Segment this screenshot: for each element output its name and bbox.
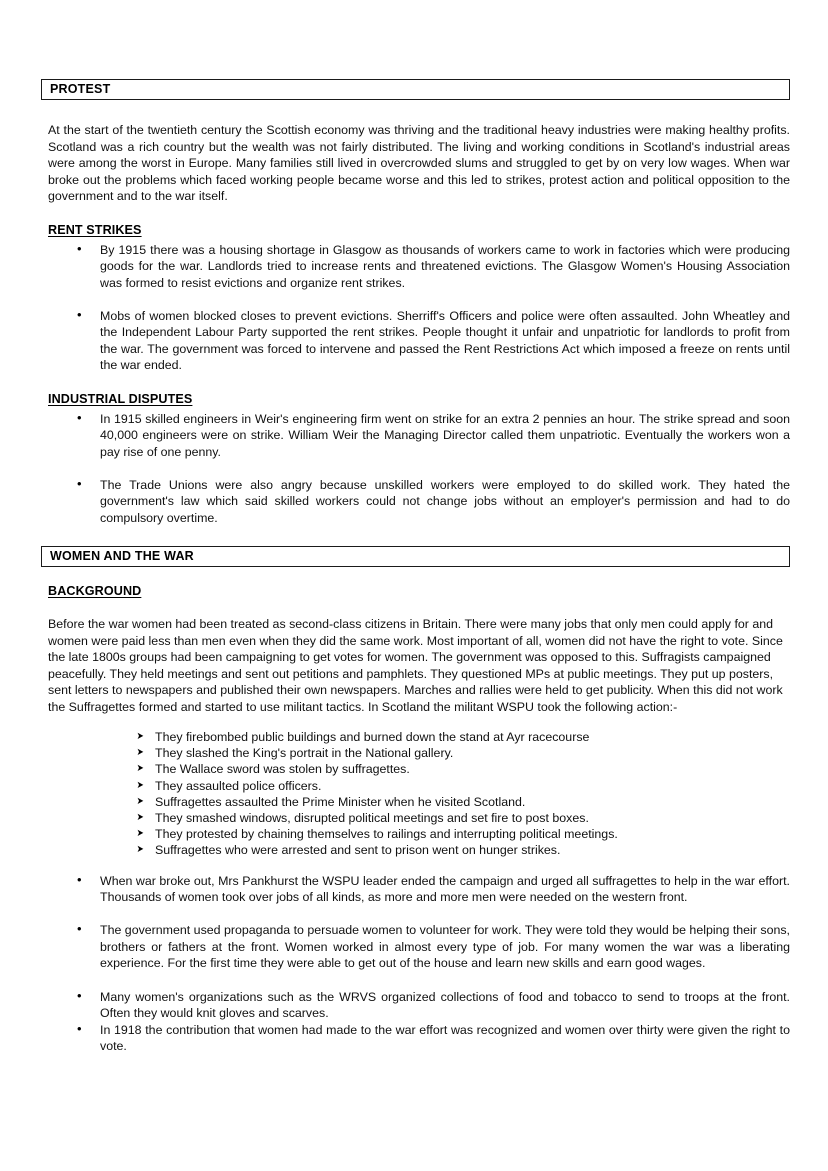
- list-item: • The government used propaganda to persuade women to volunteer for work. They were told they would be helping their sons, brothers or fathers at the front. Women worked in almost every type of job. For many women the war was a liberating experience. For the first time they were able to get out of the house and learn new skills and earn good wages.: [41, 922, 790, 972]
- industrial-disputes-bullet-list: [41, 411, 790, 527]
- wspu-actions-arrow-list: [41, 729, 790, 859]
- list-item: • Mobs of women blocked closes to prevent evictions. Sherriff's Officers and police were often assaulted. John Wheatley and the Independent Labour Party supported the rent strikes. People thought it unfair and unpatriotic for landlords to profit from the war. The government was forced to intervene and passed the Rent Restrictions Act which imposed a freeze on rents until the war ended.: [41, 308, 790, 374]
- list-item: • By 1915 there was a housing shortage in Glasgow as thousands of workers came to work in factories which were producing goods for the war. Landlords tried to increase rents and threatened evictions. The Glasgow Women's Housing Association was formed to resist evictions and organize rent strikes.: [41, 242, 790, 292]
- spacer: [41, 100, 790, 122]
- spacer: [41, 567, 790, 583]
- list-item: • When war broke out, Mrs Pankhurst the WSPU leader ended the campaign and urged all suffragettes to help in the war effort. Thousands of women took over jobs of all kinds, as more and more men were needed on the western front.: [41, 873, 790, 906]
- rent-strikes-bullet-list: [41, 242, 790, 374]
- protest-intro-paragraph: At the start of the twentieth century the Scottish economy was thriving and the traditional heavy industries were making healthy profits. Scotland was a rich country but the wealth was not fairly distributed. The living and working conditions in Scotland's industrial areas were among the worst in Europe. Many families still lived in overcrowded slums and struggled to get by on very low wages. When war broke out the problems which faced working people became worse and this led to strikes, protest action and political opposition to the government and to the war itself.: [48, 123, 790, 203]
- spacer: [41, 972, 790, 989]
- section-banner-protest: PROTEST: [41, 79, 790, 100]
- list-item: • The Trade Unions were also angry because unskilled workers were employed to do skilled work. They hated the government's law which said skilled workers could not change jobs without an employer's permission and had to do compulsory overtime.: [41, 477, 790, 527]
- list-item: ➤ Suffragettes who were arrested and sent to prison went on hunger strikes.: [41, 842, 790, 858]
- subheading-background: BACKGROUND: [48, 584, 142, 598]
- spacer: [41, 205, 790, 222]
- list-item: ➤ Suffragettes assaulted the Prime Minister when he visited Scotland.: [41, 794, 790, 810]
- subheading-rent-strikes: RENT STRIKES: [48, 222, 142, 237]
- women-war-bullet-list: [41, 873, 790, 972]
- list-item: ➤ The Wallace sword was stolen by suffragettes.: [41, 761, 790, 777]
- list-item: ➤ They assaulted police officers.: [41, 778, 790, 794]
- section-banner-women-and-the-war: WOMEN AND THE WAR: [41, 546, 790, 567]
- spacer: [41, 715, 790, 729]
- subheading-industrial-disputes: INDUSTRIAL DISPUTES: [48, 391, 193, 406]
- spacer: [41, 859, 790, 873]
- list-item: • Many women's organizations such as the WRVS organized collections of food and tobacco to send to troops at the front. Often they would knit gloves and scarves.: [41, 989, 790, 1022]
- list-item: ➤ They protested by chaining themselves to railings and interrupting political meetings.: [41, 826, 790, 842]
- women-war-bullet-list-tight: [41, 989, 790, 1055]
- document-content: [41, 79, 790, 1055]
- background-paragraph: Before the war women had been treated as second-class citizens in Britain. There were many jobs that only men could apply for and women were paid less than men even when they did the same work. Most important of all, women did not have the right to vote. Since the late 1800s groups had been campaigning to get votes for women. The government was opposed to this. Suffragists campaigned peacefully. They held meetings and sent out petitions and pamphlets. They questioned MPs at public meetings. They put up posters, sent letters to newspapers and published their own newspapers. Marches and rallies were held to get publicity. When this did not work the Suffragettes formed and started to use militant tactics. In Scotland the militant WSPU took the following action:-: [48, 617, 783, 714]
- spacer: [41, 599, 790, 616]
- list-item: ➤ They slashed the King's portrait in the National gallery.: [41, 745, 790, 761]
- list-item: • In 1915 skilled engineers in Weir's engineering firm went on strike for an extra 2 pennies an hour. The strike spread and soon 40,000 engineers were on strike. William Weir the Managing Director called them unpatriotic. Eventually the workers won a pay rise of one penny.: [41, 411, 790, 461]
- spacer: [41, 526, 790, 546]
- list-item: ➤ They smashed windows, disrupted political meetings and set fire to post boxes.: [41, 810, 790, 826]
- spacer: [41, 374, 790, 391]
- list-item: ➤ They firebombed public buildings and burned down the stand at Ayr racecourse: [41, 729, 790, 745]
- list-item: • In 1918 the contribution that women had made to the war effort was recognized and women over thirty were given the right to vote.: [41, 1022, 790, 1055]
